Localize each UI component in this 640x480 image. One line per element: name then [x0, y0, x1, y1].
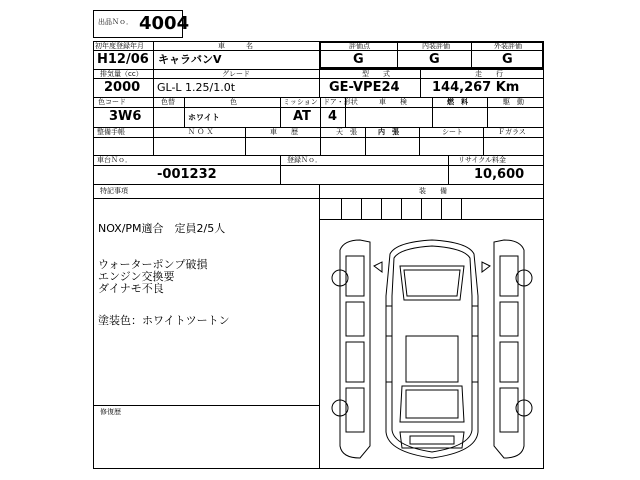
- mileage-label: 走 行: [475, 70, 503, 78]
- mission-label: ミッション: [283, 98, 318, 106]
- displacement-value: 2000: [104, 80, 141, 95]
- maintenance-label: 整備手帳: [97, 128, 125, 136]
- nox-label: Ｎ Ｏ Ｘ: [188, 128, 214, 136]
- door-shape-label: ドア・形状: [323, 98, 358, 106]
- eval-score-label: 評価点: [349, 42, 370, 50]
- chassis-no-value: -001232: [157, 167, 217, 182]
- mission-value: AT: [293, 109, 311, 124]
- door-shape-value: 4: [328, 109, 338, 124]
- exterior-eval-label: 外装評価: [494, 42, 522, 50]
- note-line-5: 塗装色：ホワイトツートン: [98, 314, 230, 327]
- interior-label: 内 張: [378, 128, 399, 136]
- car-damage-diagram: [330, 236, 534, 464]
- seat-label: シート: [442, 128, 463, 136]
- model-value: GE-VPE24: [329, 80, 400, 95]
- history-label: 車 歴: [270, 128, 298, 136]
- color-code-label: 色コード: [98, 98, 126, 106]
- note-line-3: エンジン交換要: [98, 270, 175, 283]
- mileage-value: 144,267 Km: [432, 80, 520, 95]
- interior-eval-label: 内装評価: [422, 42, 450, 50]
- drive-label: 駆 動: [503, 98, 524, 106]
- lot-number-label: 出品Ｎｏ．: [98, 18, 133, 26]
- color-value: ホワイト: [188, 113, 220, 122]
- color-kind-label: 色替: [161, 98, 175, 106]
- car-name-label: 車 名: [218, 42, 253, 50]
- equipment-label: 装 備: [419, 187, 447, 195]
- displacement-label: 排気量（cc）: [100, 70, 143, 78]
- note-line-1: NOX/PM適合 定員2/5人: [98, 222, 226, 235]
- recycle-fee-value: 10,600: [474, 167, 525, 182]
- first-reg-label: 初年度登録年月: [95, 42, 144, 50]
- glass-label: Ｆガラス: [498, 128, 526, 136]
- color-label: 色: [230, 98, 237, 106]
- fuel-label: 燃 料: [447, 98, 468, 106]
- note-line-2: ウォーターポンプ破損: [98, 258, 208, 271]
- exterior-eval-value: G: [502, 52, 513, 67]
- note-line-4: ダイナモ不良: [98, 282, 164, 295]
- car-name-value: キャラバンV: [158, 53, 222, 66]
- lot-number: 4004: [139, 13, 190, 34]
- color-code-value: 3W6: [109, 109, 142, 124]
- reg-no-label: 登録Ｎｏ．: [287, 156, 322, 164]
- model-label: 型 式: [362, 70, 390, 78]
- chassis-no-label: 車台Ｎｏ．: [97, 156, 132, 164]
- recycle-fee-label: リサイクル料金: [458, 156, 507, 164]
- interior-eval-value: G: [429, 52, 440, 67]
- eval-score-value: G: [353, 52, 364, 67]
- special-notes-label: 特記事項: [100, 187, 128, 195]
- grade-label: グレード: [222, 70, 250, 78]
- vehicle-type-label: 車 検: [379, 98, 407, 106]
- repair-history-label: 修復歴: [100, 408, 121, 416]
- sunroof-label: 天 張: [336, 128, 357, 136]
- first-reg-value: H12/06: [97, 52, 149, 67]
- grade-value: GL-L 1.25/1.0t: [157, 81, 236, 94]
